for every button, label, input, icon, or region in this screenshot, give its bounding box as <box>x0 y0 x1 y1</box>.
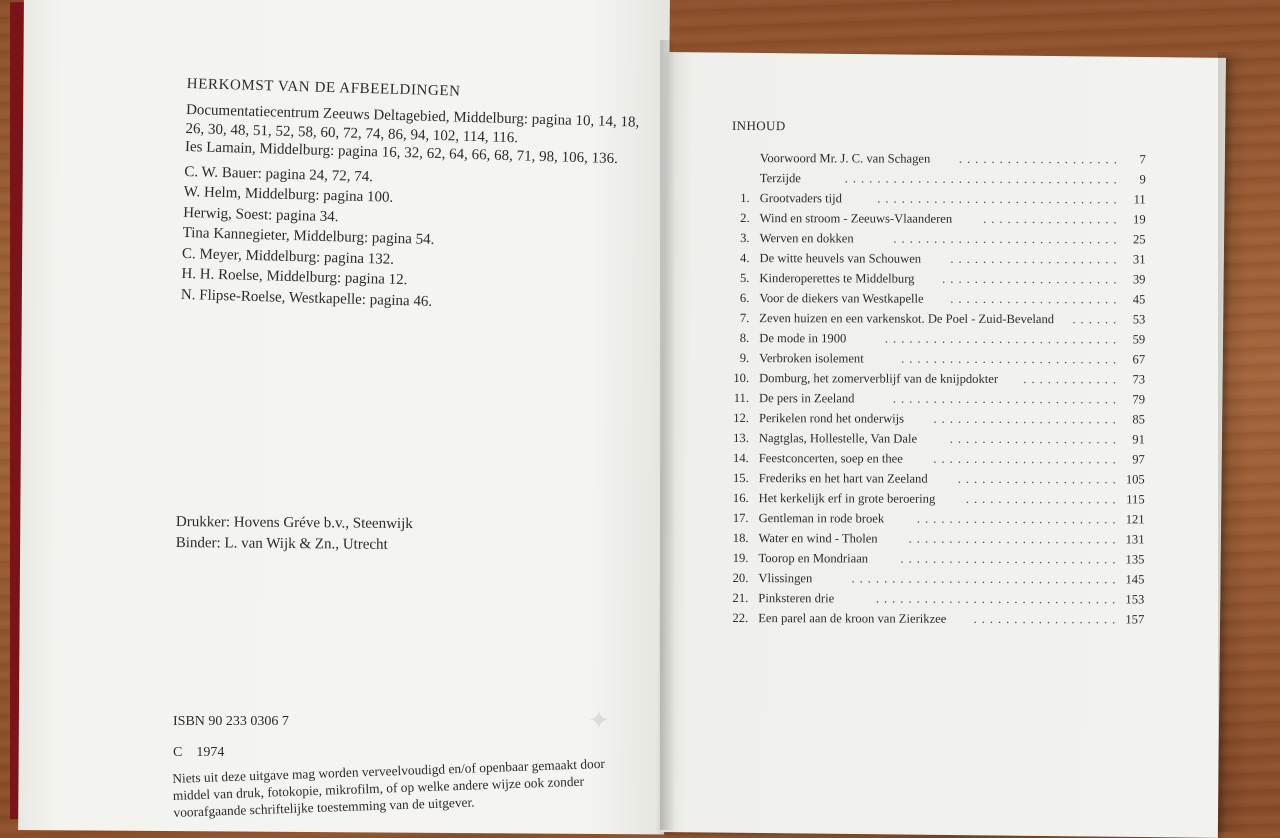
credit-line: C. Meyer, Middelburg: pagina 132. <box>182 244 652 276</box>
credit-line: Ies Lamain, Middelburg: pagina 16, 32, 62, 64, 66, 68, 71, 98, 106, 136. <box>185 138 655 170</box>
isbn: ISBN 90 233 0306 7 <box>173 714 289 730</box>
toc-leader-dots: ................................. <box>851 568 1120 589</box>
toc-page-number: 135 <box>1126 549 1145 569</box>
toc-chapter-number: 16. <box>731 488 749 508</box>
toc-chapter-title: De mode in 1900 <box>759 328 846 348</box>
toc-leader-dots: .......................... <box>909 529 1121 550</box>
toc-chapter-title: De pers in Zeeland <box>759 388 855 408</box>
toc-row <box>731 368 1151 389</box>
toc-row <box>732 228 1152 249</box>
toc-page-number: 105 <box>1126 469 1145 489</box>
toc-row <box>731 268 1151 289</box>
credit-line: N. Flipse-Roelse, Westkapelle: pagina 46. <box>181 285 651 317</box>
toc-chapter-title: De witte heuvels van Schouwen <box>759 248 921 269</box>
toc-chapter-number: 1. <box>732 188 750 208</box>
toc-chapter-number: 20. <box>730 568 748 588</box>
toc-chapter-title: Het kerkelijk erf in grote beroering <box>759 488 936 509</box>
toc-chapter-title: Terzijde <box>760 168 801 188</box>
toc-chapter-number: 2. <box>732 208 750 228</box>
toc-chapter-number: 3. <box>732 228 750 248</box>
toc-chapter-number: 15. <box>731 468 749 488</box>
toc-chapter-title: Domburg, het zomerverblijf van de knijpdokter <box>759 368 998 389</box>
toc-chapter-number: 21. <box>730 588 748 608</box>
toc-row <box>732 148 1152 169</box>
credit-line: C. W. Bauer: pagina 24, 72, 74. <box>184 162 654 194</box>
toc-leader-dots: .................... <box>958 469 1121 490</box>
toc-leader-dots: ............................. <box>885 329 1121 350</box>
toc-page-number: 53 <box>1133 309 1146 329</box>
toc-page-number: 85 <box>1132 409 1145 429</box>
toc-row <box>731 468 1151 489</box>
toc-leader-dots: ............................ <box>893 389 1121 410</box>
toc-list <box>730 148 1152 629</box>
toc-row <box>731 488 1151 509</box>
toc-page-number: 145 <box>1125 569 1144 589</box>
rights-notice: Niets uit deze uitgave mag worden verveelvoudigd en/of openbaar gemaakt door middel van druk, fotokopie, mikrofilm, of op welke andere wijze ook zonder voorafgaande schriftelijke toestemming van de uitgever. <box>172 754 643 821</box>
credit-line: Tina Kannegieter, Middelburg: pagina 54. <box>182 224 652 256</box>
toc-chapter-title: Werven en dokken <box>760 228 854 248</box>
toc-chapter-number: 11. <box>731 388 749 408</box>
toc-row <box>731 248 1151 269</box>
toc-page-number: 79 <box>1132 389 1145 409</box>
toc-page-number: 121 <box>1126 509 1145 529</box>
toc-row <box>731 308 1151 329</box>
toc-leader-dots: .............................. <box>877 189 1122 210</box>
toc-chapter-number: 22. <box>730 608 748 628</box>
toc-row <box>730 548 1150 569</box>
toc-chapter-number: 8. <box>731 328 749 348</box>
toc-page-number: 7 <box>1140 149 1146 169</box>
toc-chapter-title: Grootvaders tijd <box>760 188 842 208</box>
toc-page-number: 31 <box>1133 249 1146 269</box>
toc-chapter-title: Vlissingen <box>758 568 812 588</box>
toc-chapter-title: Frederiks en het hart van Zeeland <box>759 468 928 489</box>
toc-page-number: 131 <box>1126 529 1145 549</box>
toc-chapter-number: 12. <box>731 408 749 428</box>
toc-chapter-title: Feestconcerten, soep en thee <box>759 448 903 469</box>
toc-leader-dots: ................. <box>983 209 1122 229</box>
toc-leader-dots: ............................ <box>893 229 1121 250</box>
toc-row <box>730 568 1150 589</box>
toc-row <box>732 208 1152 229</box>
image-credits <box>181 76 657 317</box>
toc-page-number: 45 <box>1133 289 1146 309</box>
toc-leader-dots: ............ <box>1023 369 1121 389</box>
toc-chapter-number: 18. <box>730 528 748 548</box>
toc-row <box>730 588 1150 609</box>
toc-chapter-title: Pinksteren drie <box>758 588 834 608</box>
toc-row <box>730 608 1150 629</box>
book-gutter <box>660 40 674 830</box>
toc-chapter-title: Wind en stroom - Zeeuws-Vlaanderen <box>760 208 953 229</box>
page-shadow <box>1218 52 1248 832</box>
toc-leader-dots: .................. <box>974 609 1121 630</box>
toc-row <box>730 528 1150 549</box>
credit-line: Documentatiecentrum Zeeuws Deltagebied, Middelburg: pagina 10, 14, 18, 26, 30, 48, 51, 52, 58, 60, 72, 74, 86, 94, 102, 114, 116. <box>185 101 656 151</box>
toc-chapter-title: Water en wind - Tholen <box>758 528 877 548</box>
credit-line: H. H. Roelse, Middelburg: pagina 12. <box>181 265 651 297</box>
toc-page-number: 153 <box>1125 589 1144 609</box>
toc-leader-dots: ......................... <box>917 509 1121 530</box>
toc-leader-dots: ................... <box>966 489 1121 510</box>
toc-leader-dots: ........................... <box>900 549 1120 570</box>
toc-leader-dots: .................................. <box>845 168 1122 189</box>
toc-row <box>732 168 1152 189</box>
credit-line: Herwig, Soest: pagina 34. <box>183 203 653 235</box>
toc-chapter-number: 14. <box>731 448 749 468</box>
toc-chapter-title: Voor de diekers van Westkapelle <box>759 288 923 309</box>
toc-row <box>731 388 1151 409</box>
printer-line: Drukker: Hovens Gréve b.v., Steenwijk <box>176 512 413 535</box>
toc-chapter-number: 13. <box>731 428 749 448</box>
toc-heading: INHOUD <box>732 118 1152 135</box>
toc-chapter-number: 4. <box>731 248 749 268</box>
toc-leader-dots: ........................... <box>901 349 1121 370</box>
toc-chapter-number: 10. <box>731 368 749 388</box>
toc-chapter-title: Zeven huizen en een varkenskot. De Poel - Zuid-Beveland <box>759 308 1054 329</box>
publisher-logo-show-through: ✦ <box>588 705 610 736</box>
toc-chapter-title: Gentleman in rode broek <box>759 508 885 528</box>
toc-row <box>731 448 1151 469</box>
toc-chapter-title: Toorop en Mondriaan <box>758 548 868 568</box>
binder-line: Binder: L. van Wijk & Zn., Utrecht <box>176 533 413 556</box>
credit-line: W. Helm, Middelburg: pagina 100. <box>183 183 653 215</box>
toc-page-number: 97 <box>1132 449 1145 469</box>
toc-leader-dots: ..................... <box>950 289 1121 310</box>
toc-page-number: 11 <box>1134 189 1146 209</box>
toc-row <box>731 428 1151 449</box>
toc-leader-dots: ..................... <box>950 249 1121 270</box>
credits-heading: HERKOMST VAN DE AFBEELDINGEN <box>187 76 657 106</box>
toc-leader-dots: .................... <box>959 149 1122 170</box>
toc-chapter-title: Voorwoord Mr. J. C. van Schagen <box>760 148 931 169</box>
toc-chapter-number: 6. <box>731 288 749 308</box>
toc-row <box>731 508 1151 529</box>
toc-page-number: 59 <box>1133 329 1146 349</box>
toc-leader-dots: ....................... <box>933 409 1120 430</box>
toc-chapter-title: Perikelen rond het onderwijs <box>759 408 904 429</box>
toc-leader-dots: ....................... <box>933 449 1120 470</box>
printer-block <box>176 512 413 556</box>
toc-page-number: 19 <box>1133 209 1146 229</box>
toc-page-number: 9 <box>1139 169 1145 189</box>
toc-page-number: 91 <box>1132 429 1145 449</box>
toc-chapter-number: 7. <box>731 308 749 328</box>
toc-row <box>732 188 1152 209</box>
toc-row <box>731 408 1151 429</box>
toc-chapter-title: Nagtglas, Hollestelle, Van Dale <box>759 428 917 449</box>
toc-row <box>731 328 1151 349</box>
toc-leader-dots: ..................... <box>950 429 1121 450</box>
toc-chapter-number: 17. <box>731 508 749 528</box>
toc-chapter-title: Kinderoperettes te Middelburg <box>759 268 914 289</box>
toc-leader-dots: ...................... <box>942 269 1121 290</box>
toc-row <box>731 288 1151 309</box>
toc-leader-dots: .............................. <box>876 589 1121 610</box>
table-of-contents <box>730 118 1152 629</box>
copyright: C 1974 <box>173 745 224 761</box>
toc-page-number: 67 <box>1133 349 1146 369</box>
toc-leader-dots: ...... <box>1072 309 1121 329</box>
toc-chapter-number: 19. <box>730 548 748 568</box>
toc-row <box>731 348 1151 369</box>
toc-page-number: 25 <box>1133 229 1146 249</box>
toc-page-number: 157 <box>1125 609 1144 629</box>
toc-page-number: 39 <box>1133 269 1146 289</box>
toc-page-number: 115 <box>1126 489 1145 509</box>
toc-page-number: 73 <box>1132 369 1145 389</box>
toc-chapter-title: Verbroken isolement <box>759 348 864 368</box>
toc-chapter-title: Een parel aan de kroon van Zierikzee <box>758 608 946 629</box>
toc-chapter-number: 9. <box>731 348 749 368</box>
toc-chapter-number: 5. <box>731 268 749 288</box>
